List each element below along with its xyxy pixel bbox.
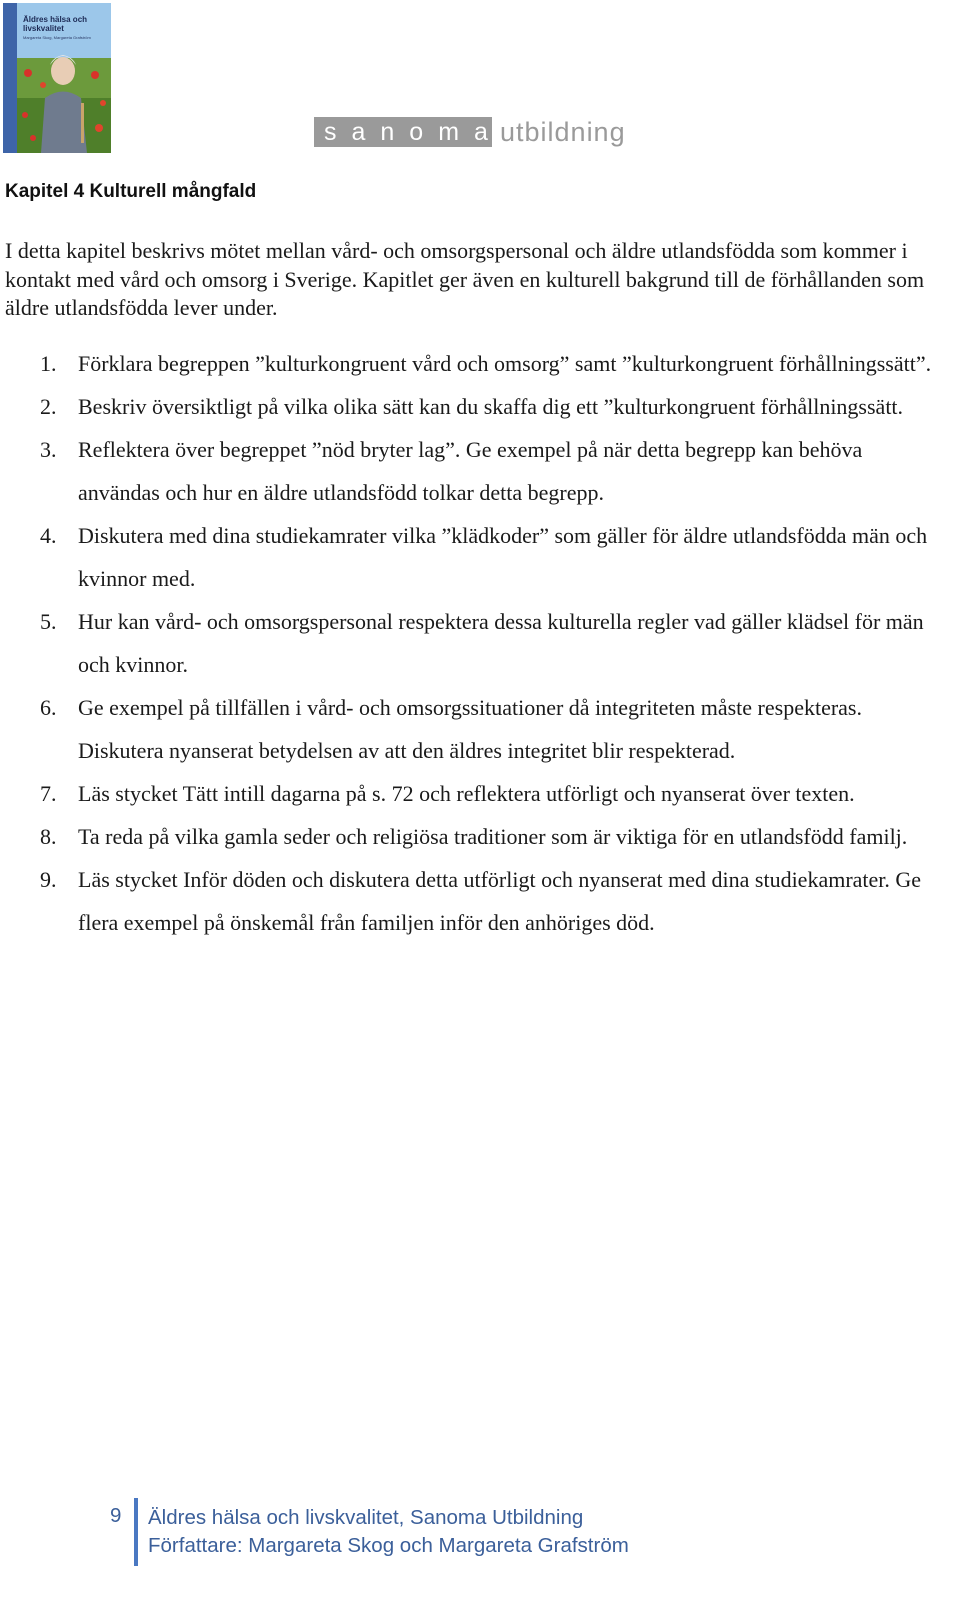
question-list	[0, 342, 940, 944]
question-text: Beskriv översiktligt på vilka olika sätt kan du skaffa dig ett ”kulturkongruent förhållningssätt.	[78, 394, 904, 419]
question-text: Ge exempel på tillfällen i vård- och omsorgssituationer då integriteten måste respekteras. Diskutera nyanserat betydelsen av att den äldres integritet blir respekterad.	[78, 695, 862, 763]
question-text: Ta reda på vilka gamla seder och religiösa traditioner som är viktiga för en utlandsfödd familj.	[78, 824, 908, 849]
question-item	[0, 600, 940, 686]
intro-paragraph: I detta kapitel beskrivs mötet mellan vård- och omsorgspersonal och äldre utlandsfödda som kommer i kontakt med vård och omsorg i Sverige. Kapitlet ger även en kulturell bakgrund till de förhållanden som äldre utlandsfödda lever under.	[5, 238, 925, 320]
question-number: 9.	[40, 867, 57, 892]
cover-title: Äldres hälsa och livskvalitet	[23, 15, 88, 33]
question-number: 6.	[40, 695, 57, 720]
question-number: 7.	[40, 781, 57, 806]
footer-authors: Författare: Margareta Skog och Margareta Grafström	[148, 1534, 629, 1557]
publisher-logo	[314, 116, 626, 148]
question-number: 5.	[40, 609, 57, 634]
question-text: Läs stycket Inför döden och diskutera detta utförligt och nyanserat med dina studiekamrater. Ge flera exempel på önskemål från familjen inför den anhöriges död.	[78, 867, 922, 935]
logo-suffix: utbildning	[500, 116, 626, 147]
question-text: Diskutera med dina studiekamrater vilka ”klädkoder” som gäller för äldre utlandsfödda män och kvinnor med.	[78, 523, 928, 591]
question-text: Förklara begreppen ”kulturkongruent vård och omsorg” samt ”kulturkongruent förhållningssätt”.	[78, 351, 932, 376]
question-number: 2.	[40, 394, 57, 419]
book-cover-image	[3, 3, 111, 153]
question-item	[0, 858, 940, 944]
question-text: Läs stycket Tätt intill dagarna på s. 72 och reflektera utförligt och nyanserat över texten.	[78, 781, 855, 806]
question-number: 4.	[40, 523, 57, 548]
question-item	[0, 514, 940, 600]
question-item	[0, 385, 940, 428]
question-item	[0, 772, 940, 815]
question-number: 3.	[40, 437, 57, 462]
question-item	[0, 342, 940, 385]
cover-authors: Margareta Skog, Margareta Grafström	[23, 35, 91, 40]
question-text: Reflektera över begreppet ”nöd bryter lag”. Ge exempel på när detta begrepp kan behöva användas och hur en äldre utlandsfödd tolkar detta begrepp.	[78, 437, 863, 505]
logo-brand: sanoma	[314, 117, 492, 147]
footer-text	[148, 1504, 629, 1560]
footer-divider	[134, 1498, 138, 1566]
page-number: 9	[110, 1504, 122, 1527]
chapter-heading: Kapitel 4 Kulturell mångfald	[5, 181, 257, 202]
footer-book-title: Äldres hälsa och livskvalitet, Sanoma Utbildning	[148, 1506, 584, 1529]
question-item	[0, 686, 940, 772]
question-item	[0, 428, 940, 514]
question-number: 8.	[40, 824, 57, 849]
question-number: 1.	[40, 351, 57, 376]
question-text: Hur kan vård- och omsorgspersonal respektera dessa kulturella regler vad gäller klädsel för män och kvinnor.	[78, 609, 924, 677]
question-item	[0, 815, 940, 858]
